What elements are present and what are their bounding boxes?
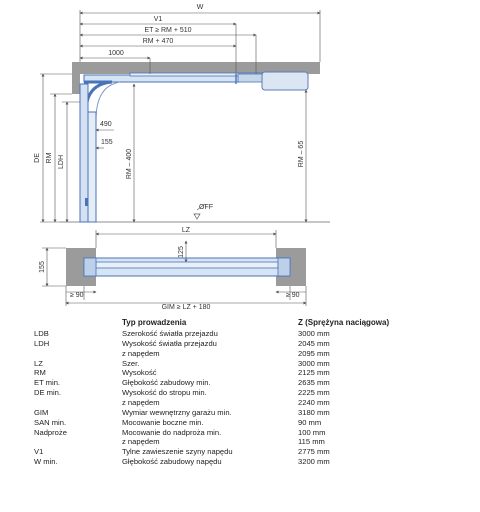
- right-bracket: [278, 258, 290, 276]
- table-row: [34, 388, 454, 398]
- label-OFF: OFF: [199, 204, 213, 211]
- row-description: Mocowanie boczne min.: [122, 417, 204, 427]
- header-value: Z (Sprężyna naciągowa): [298, 318, 390, 327]
- table-row: [34, 398, 454, 408]
- row-value: 100 mm: [298, 427, 326, 437]
- row-description: Tylne zawieszenie szyny napędu: [122, 447, 233, 457]
- left-dimensions: [40, 74, 80, 222]
- table-row: [34, 457, 454, 467]
- row-code: LZ: [34, 358, 43, 368]
- row-description: Głębokość zabudowy napędu: [122, 457, 222, 467]
- left-bracket: [84, 258, 96, 276]
- row-code: DE min.: [34, 388, 62, 398]
- table-row: [34, 359, 454, 369]
- dim-490: 490: [100, 121, 112, 128]
- row-value: 2125 mm: [298, 368, 330, 378]
- row-value: 2635 mm: [298, 378, 330, 388]
- table-row: [34, 437, 454, 447]
- lintel-wall: [72, 74, 80, 94]
- row-value: 2225 mm: [298, 388, 330, 398]
- row-description: Wysokość do stropu min.: [122, 388, 207, 398]
- dim-RM65: RM – 65: [298, 140, 305, 168]
- row-value: 2045 mm: [298, 338, 330, 348]
- table-row: [34, 339, 454, 349]
- row-code: GIM: [34, 407, 49, 417]
- row-description: z napędem: [122, 437, 160, 447]
- row-value: 115 mm: [298, 437, 325, 447]
- row-code: Nadproże: [34, 427, 67, 437]
- row-description: Szerokość światła przejazdu: [122, 329, 218, 339]
- vertical-track: [88, 112, 96, 222]
- dim-155: 155: [101, 139, 113, 146]
- door-leaf-plan: [96, 262, 278, 268]
- row-description: Głębokość zabudowy min.: [122, 378, 211, 388]
- dim-DE: DE: [34, 153, 41, 163]
- operator-mount: [238, 74, 262, 82]
- dim-155-plan: 155: [39, 261, 46, 273]
- table-row: [34, 378, 454, 388]
- row-code: V1: [34, 447, 44, 457]
- table-row: [34, 368, 454, 378]
- header-type: Typ prowadzenia: [122, 318, 187, 327]
- off-triangle-icon: [194, 214, 200, 219]
- row-code: LDH: [34, 338, 50, 348]
- dim-GIM: GIM ≥ LZ + 180: [161, 304, 211, 311]
- dim-ET: ET ≥ RM + 510: [144, 27, 192, 34]
- table-row: [34, 329, 454, 339]
- row-description: Mocowanie do nadproża min.: [122, 427, 222, 437]
- row-code: ET min.: [34, 378, 61, 388]
- dim-RM400: RM – 400: [126, 148, 133, 180]
- dim-LZ: LZ: [181, 227, 191, 234]
- row-description: Wysokość: [122, 368, 157, 378]
- dim-1000: 1000: [108, 50, 124, 57]
- row-value: 3180 mm: [298, 407, 330, 417]
- table-row: [34, 408, 454, 418]
- spec-table: [34, 318, 454, 467]
- row-value: 2240 mm: [298, 397, 330, 407]
- row-value: 2775 mm: [298, 447, 330, 457]
- row-value: 3200 mm: [298, 457, 330, 467]
- row-value: 90 mm: [298, 417, 322, 427]
- row-description: Szer.: [122, 358, 140, 368]
- door-handle: [85, 198, 88, 206]
- row-code: W min.: [34, 457, 58, 467]
- dim-125: 125: [178, 246, 185, 258]
- table-row: [34, 349, 454, 359]
- row-description: z napędem: [122, 397, 160, 407]
- row-value: 3000 mm: [298, 358, 330, 368]
- row-code: SAN min.: [34, 417, 67, 427]
- dim-RM470: RM + 470: [142, 38, 174, 45]
- curved-track-inner: [96, 82, 120, 120]
- dim-LDH: LDH: [58, 154, 65, 170]
- dim-V1: V1: [153, 16, 163, 23]
- operator-motor: [262, 72, 308, 90]
- table-row: [34, 447, 454, 457]
- row-description: Wysokość światła przejazdu: [122, 338, 217, 348]
- spec-table-header: [34, 318, 454, 329]
- dim-RM-left: RM: [46, 152, 53, 164]
- row-code: RM: [34, 368, 46, 378]
- dim-ge90-left: ≥ 90: [70, 292, 84, 299]
- row-value: 2095 mm: [298, 348, 330, 358]
- row-value: 3000 mm: [298, 329, 330, 339]
- dim-W: W: [196, 4, 204, 11]
- spec-table-body: [34, 329, 454, 467]
- header-code: [34, 318, 122, 329]
- row-code: LDB: [34, 329, 49, 339]
- table-row: [34, 427, 454, 437]
- row-description: z napędem: [122, 348, 160, 358]
- table-row: [34, 418, 454, 428]
- dim-ge90-right: ≥ 90: [286, 292, 300, 299]
- row-description: Wymiar wewnętrzny garażu min.: [122, 407, 232, 417]
